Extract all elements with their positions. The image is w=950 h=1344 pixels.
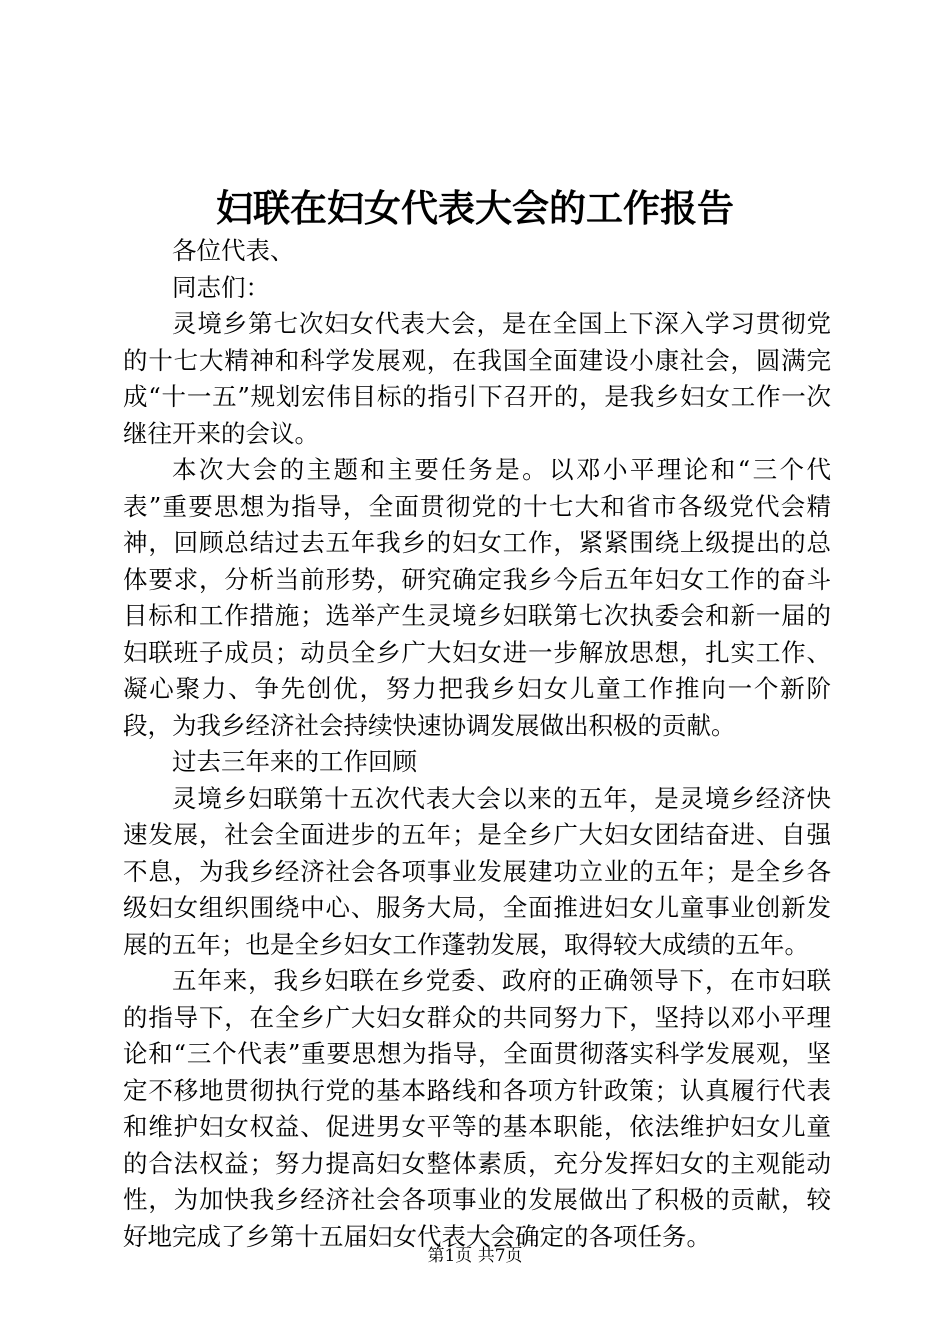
salutation-line-1: 各位代表、: [172, 236, 295, 265]
paragraph-intro: 灵境乡第七次妇女代表大会，是在全国上下深入学习贯彻党的十七大精神和科学发展观，在我国全面建设小康社会，圆满完成“十一五”规划宏伟目标的指引下召开的，是我乡妇女工作一次继往开来的会议。: [123, 309, 831, 448]
page-number: 第1页 共7页: [427, 1246, 523, 1266]
document-body: [123, 233, 831, 1255]
paragraph-theme: 本次大会的主题和主要任务是。以邓小平理论和“三个代表”重要思想为指导，全面贯彻党的十七大和省市各级党代会精神，回顾总结过去五年我乡的妇女工作，紧紧围绕上级提出的总体要求，分析当前形势，研究确定我乡今后五年妇女工作的奋斗目标和工作措施；选举产生灵境乡妇联第七次执委会和新一届的妇联班子成员；动员全乡广大妇女进一步解放思想，扎实工作、凝心聚力、争先创优，努力把我乡妇女儿童工作推向一个新阶段，为我乡经济社会持续快速协调发展做出积极的贡献。: [123, 455, 831, 740]
paragraph-achievements: 五年来，我乡妇联在乡党委、政府的正确领导下，在市妇联的指导下，在全乡广大妇女群众的共同努力下，坚持以邓小平理论和“三个代表”重要思想为指导，全面贯彻落实科学发展观，坚定不移地贯彻执行党的基本路线和各项方针政策；认真履行代表和维护妇女权益、促进男女平等的基本职能，依法维护妇女儿童的合法权益；努力提高妇女整体素质，充分发挥妇女的主观能动性，为加快我乡经济社会各项事业的发展做出了积极的贡献，较好地完成了乡第十五届妇女代表大会确定的各项任务。: [123, 966, 831, 1251]
paragraph-five-years: 灵境乡妇联第十五次代表大会以来的五年，是灵境乡经济快速发展，社会全面进步的五年；是全乡广大妇女团结奋进、自强不息，为我乡经济社会各项事业发展建功立业的五年；是全乡各级妇女组织围绕中心、服务大局，全面推进妇女儿童事业创新发展的五年；也是全乡妇女工作蓬勃发展，取得较大成绩的五年。: [123, 783, 831, 959]
salutation-line-2: 同志们：: [172, 272, 270, 302]
section-heading-review: 过去三年来的工作回顾: [172, 747, 417, 776]
document-title: 妇联在妇女代表大会的工作报告: [216, 186, 734, 230]
